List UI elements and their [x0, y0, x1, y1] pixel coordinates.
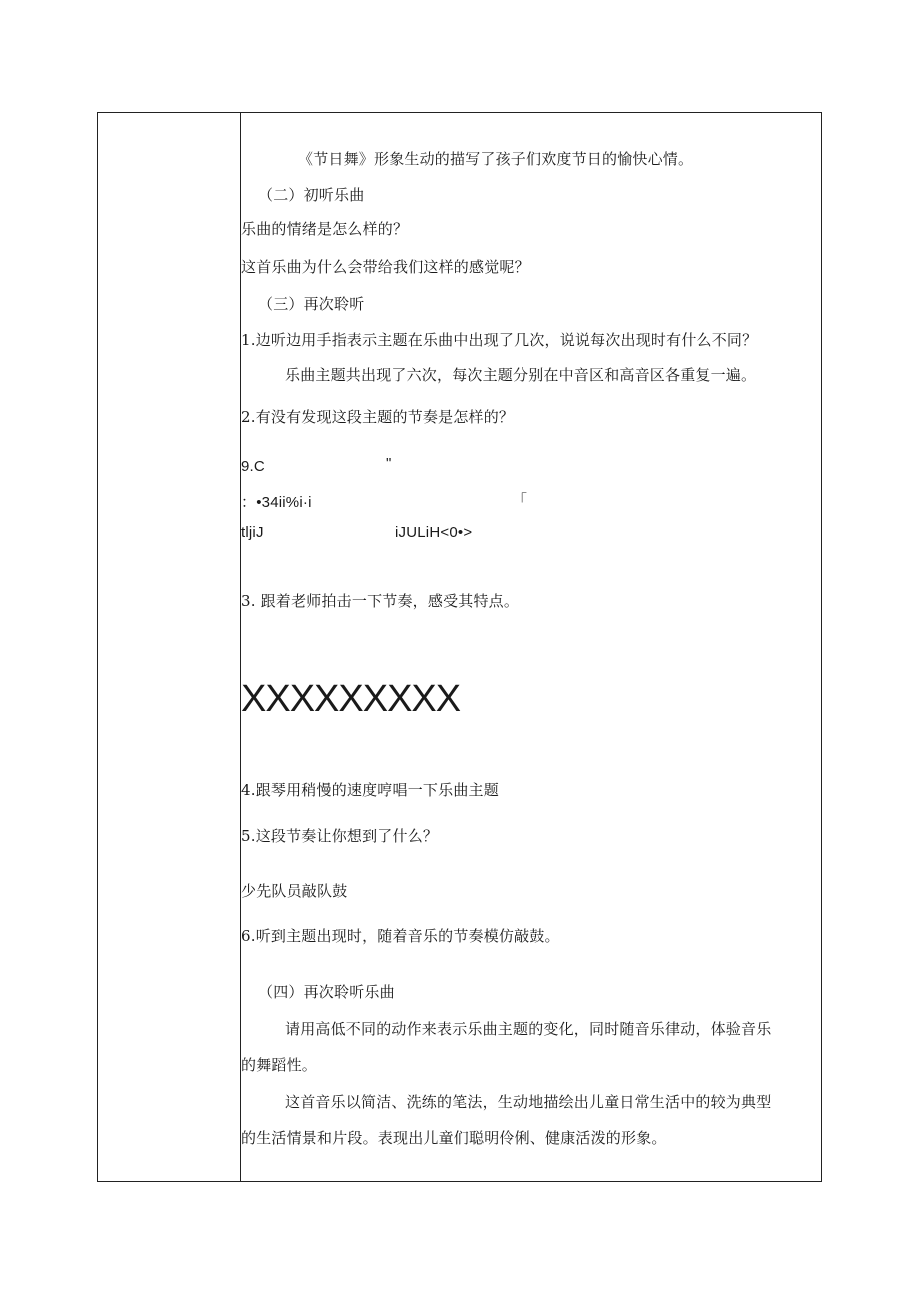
notation-line-3-right: iJULiH<0•>	[395, 524, 473, 541]
notation-line-2-left: ：•34ii%i·i	[241, 494, 312, 511]
notation-line-3-left: tljiJ	[241, 524, 264, 541]
step-1-answer: 乐曲主题共出现了六次，每次主题分别在中音区和高音区各重复一遍。	[285, 366, 757, 384]
notation-line-1-right: "	[386, 455, 392, 472]
notation-line-2-right: 「	[512, 492, 528, 509]
paragraph-4-line-1: 请用高低不同的动作来表示乐曲主题的变化，同时随音乐律动，体验音乐	[285, 1020, 772, 1038]
section-heading-3: （三）再次聆听	[258, 295, 365, 313]
step-2: 2.有没有发现这段主题的节奏是怎样的？	[241, 408, 515, 426]
paragraph-5-line-2: 的生活情景和片段。表现出儿童们聪明伶俐、健康活泼的形象。	[241, 1129, 667, 1147]
step-1: 1.边听边用手指表示主题在乐曲中出现了几次，说说每次出现时有什么不同？	[241, 331, 758, 349]
right-column-cell	[241, 113, 821, 1181]
intro-paragraph: 《节日舞》形象生动的描写了孩子们欢度节日的愉快心情。	[298, 150, 694, 168]
question-1: 乐曲的情绪是怎么样的？	[241, 220, 409, 238]
step-3: 3. 跟着老师拍击一下节奏，感受其特点。	[241, 592, 520, 610]
step-4: 4.跟琴用稍慢的速度哼唱一下乐曲主题	[241, 781, 499, 799]
step-5: 5.这段节奏让你想到了什么？	[241, 827, 439, 845]
left-column-cell	[98, 113, 241, 1181]
lesson-table	[97, 112, 822, 1182]
paragraph-4-line-2: 的舞蹈性。	[241, 1056, 318, 1074]
section-heading-4: （四）再次聆听乐曲	[258, 983, 395, 1001]
paragraph-5-line-1: 这首音乐以简洁、洗练的笔法，生动地描绘出儿童日常生活中的较为典型	[285, 1093, 772, 1111]
step-6: 6.听到主题出现时，随着音乐的节奏模仿敲鼓。	[241, 927, 560, 945]
notation-line-1-left: 9.C	[241, 458, 265, 475]
question-2: 这首乐曲为什么会带给我们这样的感觉呢？	[241, 258, 530, 276]
step-5-answer: 少先队员敲队鼓	[241, 882, 348, 900]
rhythm-pattern: XXXXXXXXX	[241, 678, 461, 720]
section-heading-2: （二）初听乐曲	[258, 186, 365, 204]
